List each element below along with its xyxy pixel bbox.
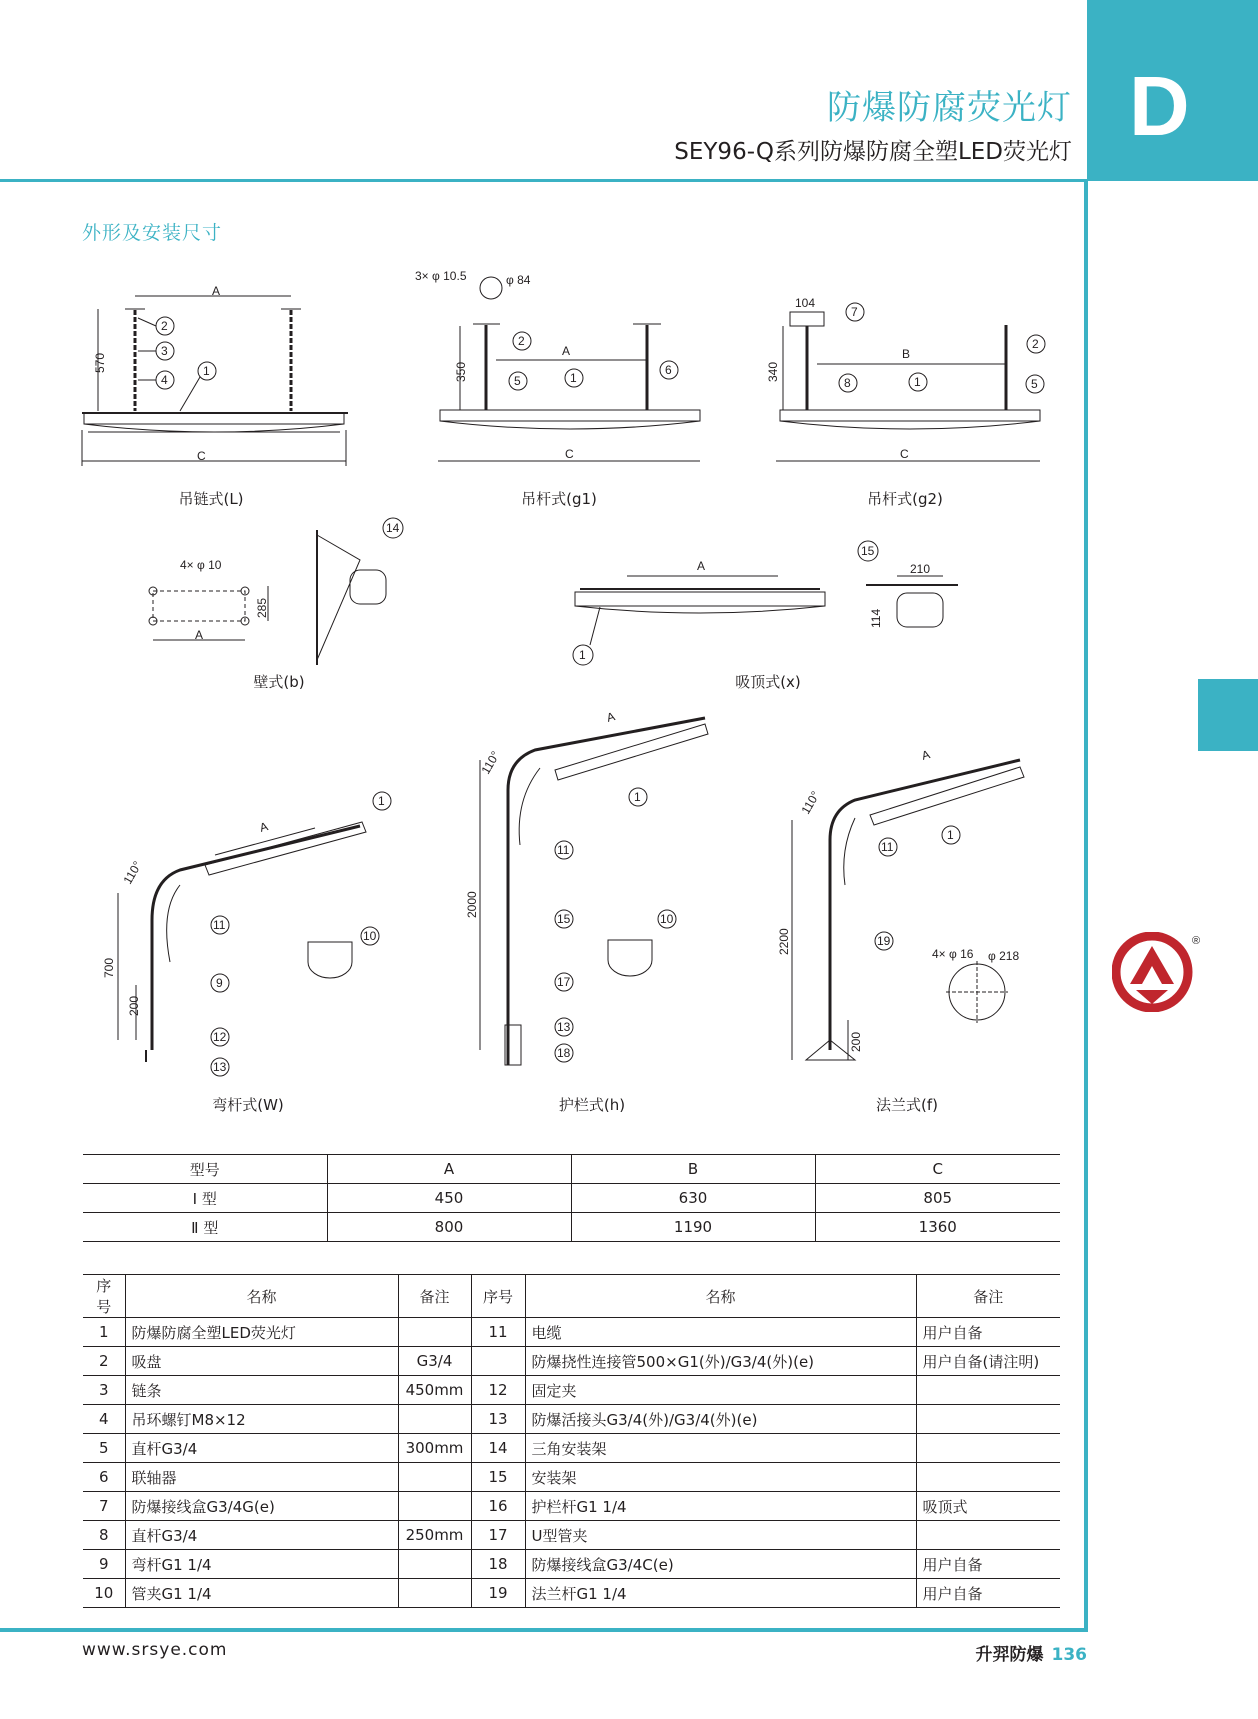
svg-text:1: 1 xyxy=(570,371,577,385)
dim-210: 210 xyxy=(910,562,931,576)
caption-rail: 护栏式(h) xyxy=(558,1096,626,1114)
svg-text:5: 5 xyxy=(514,374,521,388)
table-cell: 15 xyxy=(471,1463,525,1492)
table-row xyxy=(83,1347,1060,1376)
table-cell: 9 xyxy=(83,1550,125,1579)
drawing-bent xyxy=(118,792,391,1076)
dim-a-label: A xyxy=(212,284,221,298)
table-cell: Ⅱ 型 xyxy=(83,1213,327,1242)
dim-c-g2: C xyxy=(900,447,909,461)
svg-text:11: 11 xyxy=(881,840,894,854)
table-cell: 2 xyxy=(83,1347,125,1376)
table-cell: 16 xyxy=(471,1492,525,1521)
table-cell: 固定夹 xyxy=(525,1376,916,1405)
caption-rod-g2: 吊杆式(g2) xyxy=(867,490,943,508)
company-logo-icon xyxy=(1112,932,1202,1012)
page-number: 136 xyxy=(1051,1645,1087,1665)
table-row xyxy=(83,1275,1060,1318)
svg-text:11: 11 xyxy=(213,918,226,932)
table-cell: 直杆G3/4 xyxy=(125,1521,398,1550)
table-row xyxy=(83,1521,1060,1550)
header-b: B xyxy=(571,1155,815,1184)
category-title: 防爆防腐荧光灯 xyxy=(827,88,1072,128)
dim-700: 700 xyxy=(102,957,116,978)
brand-name: 升羿防爆 xyxy=(975,1645,1044,1665)
header-c: C xyxy=(815,1155,1060,1184)
table-cell: 防爆接线盒G3/4G(e) xyxy=(125,1492,398,1521)
table-cell: 3 xyxy=(83,1376,125,1405)
table-cell: 电缆 xyxy=(525,1318,916,1347)
svg-text:10: 10 xyxy=(660,912,674,926)
table-cell: 吸顶式 xyxy=(916,1492,1060,1521)
table-cell: 18 xyxy=(471,1550,525,1579)
table-cell: 6 xyxy=(83,1463,125,1492)
dim-114: 114 xyxy=(869,608,883,628)
drawing-rod-g1 xyxy=(438,277,700,461)
table-cell: 450mm xyxy=(398,1376,471,1405)
table-cell xyxy=(916,1434,1060,1463)
svg-text:13: 13 xyxy=(557,1020,571,1034)
footer-brand xyxy=(976,1640,1088,1665)
svg-text:1: 1 xyxy=(914,375,921,389)
table-cell: 250mm xyxy=(398,1521,471,1550)
section-letter: D xyxy=(1129,59,1190,153)
svg-text:8: 8 xyxy=(844,376,851,390)
svg-text:1: 1 xyxy=(634,790,641,804)
angle-bent: 110° xyxy=(120,858,145,887)
table-cell xyxy=(398,1405,471,1434)
table-cell xyxy=(398,1318,471,1347)
section-title: 外形及安装尺寸 xyxy=(82,222,223,244)
table-cell: 法兰杆G1 1/4 xyxy=(525,1579,916,1608)
table-cell: 弯杆G1 1/4 xyxy=(125,1550,398,1579)
table-row xyxy=(83,1463,1060,1492)
table-cell: 630 xyxy=(571,1184,815,1213)
table-cell: 17 xyxy=(471,1521,525,1550)
table-cell: 用户自备 xyxy=(916,1579,1060,1608)
angle-flange: 110° xyxy=(798,788,823,817)
table-cell: 4 xyxy=(83,1405,125,1434)
table-cell: 吸盘 xyxy=(125,1347,398,1376)
drawing-rail xyxy=(480,718,708,1065)
svg-text:6: 6 xyxy=(665,363,672,377)
table-row xyxy=(83,1155,1060,1184)
svg-text:11: 11 xyxy=(557,843,570,857)
dim-a-g1: A xyxy=(562,344,571,358)
table-row xyxy=(83,1213,1060,1242)
table-cell: 5 xyxy=(83,1434,125,1463)
drawing-chain xyxy=(82,296,348,466)
table-row xyxy=(83,1434,1060,1463)
drawing-flange xyxy=(792,760,1024,1060)
table-row xyxy=(83,1376,1060,1405)
svg-text:4: 4 xyxy=(161,373,168,387)
table-cell: 10 xyxy=(83,1579,125,1608)
drawing-ceiling xyxy=(573,541,958,665)
dim-104: 104 xyxy=(795,296,816,310)
table-cell: G3/4 xyxy=(398,1347,471,1376)
svg-text:18: 18 xyxy=(557,1046,571,1060)
dim-2200: 2200 xyxy=(777,928,791,955)
table-cell xyxy=(916,1376,1060,1405)
table-cell xyxy=(398,1550,471,1579)
table-cell: 805 xyxy=(815,1184,1060,1213)
table-cell: 12 xyxy=(471,1376,525,1405)
header-no: 序号 xyxy=(83,1275,125,1318)
dim-340: 340 xyxy=(766,361,780,382)
svg-text:7: 7 xyxy=(851,305,858,319)
table-cell: 14 xyxy=(471,1434,525,1463)
header-model: 型号 xyxy=(83,1155,327,1184)
table-row xyxy=(83,1318,1060,1347)
table-cell: 1190 xyxy=(571,1213,815,1242)
svg-text:17: 17 xyxy=(557,975,571,989)
svg-text:1: 1 xyxy=(203,364,210,378)
drawing-wall xyxy=(149,518,403,665)
svg-text:9: 9 xyxy=(216,976,223,990)
svg-text:2: 2 xyxy=(1032,337,1039,351)
caption-bent: 弯杆式(W) xyxy=(212,1096,284,1114)
header-note: 备注 xyxy=(398,1275,471,1318)
dim-285: 285 xyxy=(255,597,269,618)
header-name: 名称 xyxy=(125,1275,398,1318)
parts-table xyxy=(83,1274,1060,1608)
hole416-label: 4× φ 16 xyxy=(932,947,974,961)
dim-c-label: C xyxy=(197,449,206,463)
table-row xyxy=(83,1550,1060,1579)
series-title: SEY96-Q系列防爆防腐全塑LED荧光灯 xyxy=(674,139,1072,165)
table-cell: 11 xyxy=(471,1318,525,1347)
header-no-2: 序号 xyxy=(471,1275,525,1318)
dim-570: 570 xyxy=(93,352,107,373)
svg-text:14: 14 xyxy=(386,521,400,535)
dim-b-label: B xyxy=(902,347,911,361)
table-cell: 安装架 xyxy=(525,1463,916,1492)
dim-a-ceiling: A xyxy=(697,559,706,573)
table-cell: 13 xyxy=(471,1405,525,1434)
header-note-2: 备注 xyxy=(916,1275,1060,1318)
dim-a-wall: A xyxy=(195,628,204,642)
dim-350: 350 xyxy=(454,361,468,382)
table-cell xyxy=(398,1579,471,1608)
header-name-2: 名称 xyxy=(525,1275,916,1318)
table-cell: 护栏杆G1 1/4 xyxy=(525,1492,916,1521)
dimension-table xyxy=(83,1154,1060,1242)
svg-text:15: 15 xyxy=(557,912,571,926)
table-row xyxy=(83,1184,1060,1213)
dia218-label: φ 218 xyxy=(988,949,1020,963)
dim-2000: 2000 xyxy=(465,891,479,918)
svg-text:15: 15 xyxy=(861,544,875,558)
table-cell xyxy=(471,1347,525,1376)
table-cell: 防爆防腐全塑LED荧光灯 xyxy=(125,1318,398,1347)
table-cell: U型管夹 xyxy=(525,1521,916,1550)
svg-text:13: 13 xyxy=(213,1060,227,1074)
table-cell: 用户自备(请注明) xyxy=(916,1347,1060,1376)
table-cell: 8 xyxy=(83,1521,125,1550)
caption-wall: 壁式(b) xyxy=(253,673,305,691)
table-cell: 用户自备 xyxy=(916,1318,1060,1347)
table-cell xyxy=(916,1405,1060,1434)
svg-text:1: 1 xyxy=(579,648,586,662)
table-row xyxy=(83,1579,1060,1608)
svg-text:12: 12 xyxy=(213,1030,227,1044)
caption-chain: 吊链式(L) xyxy=(178,490,244,508)
footer-url: www.srsye.com xyxy=(82,1640,228,1660)
table-cell: 防爆活接头G3/4(外)/G3/4(外)(e) xyxy=(525,1405,916,1434)
svg-text:®: ® xyxy=(1192,935,1201,947)
table-cell: 7 xyxy=(83,1492,125,1521)
table-cell: 防爆挠性连接管500×G1(外)/G3/4(外)(e) xyxy=(525,1347,916,1376)
dim-a-rail: A xyxy=(604,709,617,725)
table-cell: 800 xyxy=(327,1213,571,1242)
caption-ceiling: 吸顶式(x) xyxy=(735,673,801,691)
table-cell: 300mm xyxy=(398,1434,471,1463)
svg-text:2: 2 xyxy=(518,334,525,348)
table-cell xyxy=(398,1463,471,1492)
table-cell xyxy=(916,1463,1060,1492)
table-row xyxy=(83,1492,1060,1521)
table-cell: 450 xyxy=(327,1184,571,1213)
hole4-label: 4× φ 10 xyxy=(180,558,222,572)
table-cell: 联轴器 xyxy=(125,1463,398,1492)
drawing-rod-g2 xyxy=(776,303,1045,461)
svg-text:1: 1 xyxy=(947,828,954,842)
svg-text:10: 10 xyxy=(363,929,377,943)
caption-rod-g1: 吊杆式(g1) xyxy=(521,490,597,508)
dim-c-g1: C xyxy=(565,447,574,461)
svg-text:2: 2 xyxy=(161,319,168,333)
table-cell: 用户自备 xyxy=(916,1550,1060,1579)
dim-200-bent: 200 xyxy=(127,995,141,1016)
hole-label-g1: 3× φ 10.5 xyxy=(415,269,467,283)
table-cell: 1 xyxy=(83,1318,125,1347)
svg-text:1: 1 xyxy=(378,794,385,808)
bottom-rule xyxy=(0,1628,1088,1632)
svg-text:5: 5 xyxy=(1031,377,1038,391)
table-cell: 19 xyxy=(471,1579,525,1608)
table-cell xyxy=(398,1492,471,1521)
table-row xyxy=(83,1405,1060,1434)
table-cell: 链条 xyxy=(125,1376,398,1405)
dia84-label: φ 84 xyxy=(506,273,531,287)
table-cell: 三角安装架 xyxy=(525,1434,916,1463)
header-a: A xyxy=(327,1155,571,1184)
svg-text:19: 19 xyxy=(877,934,891,948)
dim-200-flange: 200 xyxy=(849,1031,863,1052)
table-cell: 防爆接线盒G3/4C(e) xyxy=(525,1550,916,1579)
table-cell: 吊环螺钉M8×12 xyxy=(125,1405,398,1434)
table-cell: Ⅰ 型 xyxy=(83,1184,327,1213)
dim-a-flange: A xyxy=(919,747,932,763)
angle-rail: 110° xyxy=(478,748,503,777)
table-cell: 直杆G3/4 xyxy=(125,1434,398,1463)
table-cell xyxy=(916,1521,1060,1550)
table-cell: 管夹G1 1/4 xyxy=(125,1579,398,1608)
table-cell: 1360 xyxy=(815,1213,1060,1242)
svg-text:3: 3 xyxy=(161,344,168,358)
dim-a-bent: A xyxy=(257,819,270,835)
caption-flange: 法兰式(f) xyxy=(876,1096,938,1114)
